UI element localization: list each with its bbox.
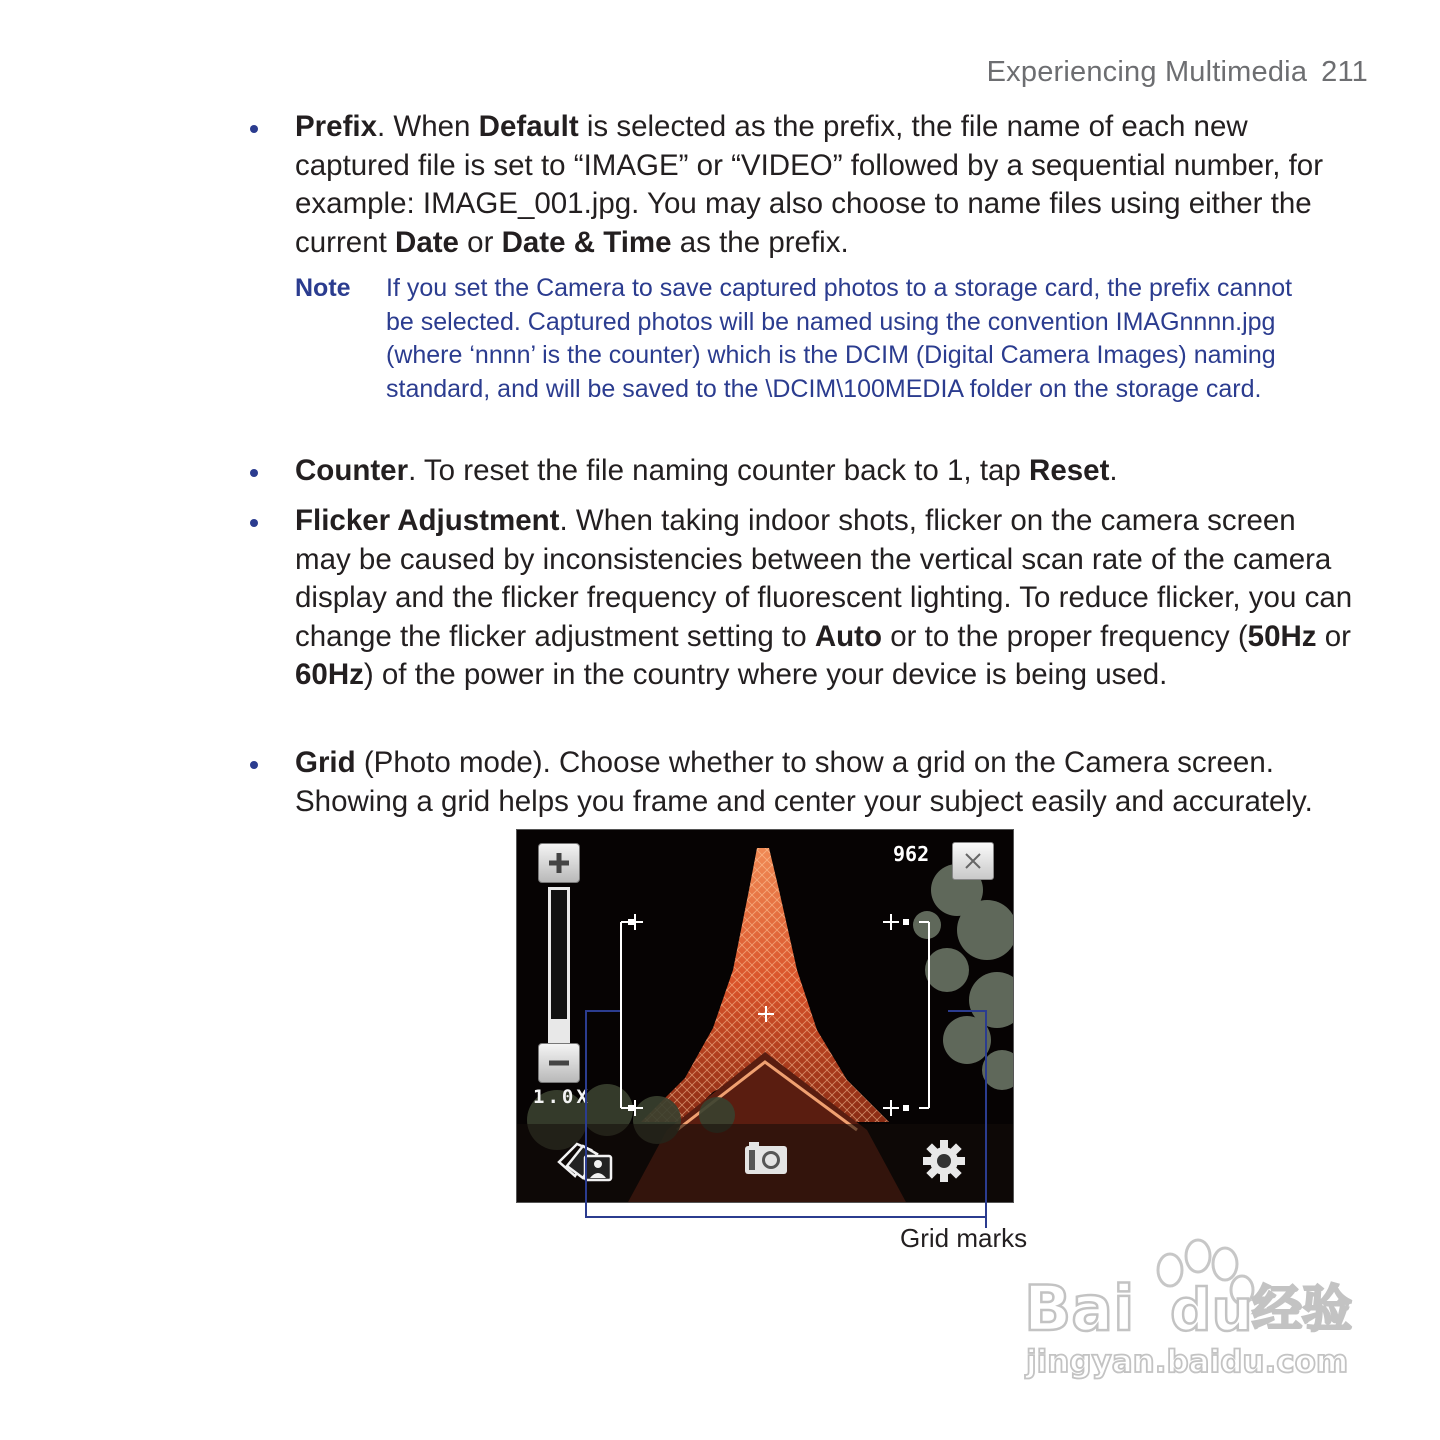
- text-run: (Photo mode). Choose whether to show a grid on the Camera screen. Showing a grid helps you frame and center your subject easily and accurately.: [295, 746, 1313, 818]
- text-run: . To reset the file naming counter back to 1, tap: [408, 454, 1030, 487]
- bullet-icon: [250, 519, 258, 527]
- counter-text: [295, 452, 1355, 491]
- text-run: ) of the power in the country where your device is being used.: [363, 658, 1168, 691]
- zoom-in-button[interactable]: [538, 843, 580, 883]
- remaining-shots-count: 962: [893, 842, 930, 866]
- text-run: . When: [377, 110, 479, 143]
- bold-term: Grid: [295, 746, 356, 779]
- zoom-out-icon: [546, 1050, 572, 1076]
- bold-term: Prefix: [295, 110, 377, 143]
- camera-toolbar: [517, 1124, 1014, 1203]
- settings-icon[interactable]: [919, 1136, 969, 1186]
- text-run: or: [458, 225, 502, 259]
- bold-term: Default: [478, 110, 579, 143]
- text-run: as the prefix.: [671, 225, 849, 259]
- bold-term: Date: [395, 225, 459, 259]
- svg-text:Bai: Bai: [1024, 1272, 1135, 1345]
- text-run: or: [1316, 619, 1351, 653]
- bullet-icon: [250, 761, 258, 769]
- flicker-text: [295, 502, 1355, 695]
- bullet-icon: [250, 469, 258, 477]
- zoom-out-button[interactable]: [538, 1043, 580, 1083]
- close-button[interactable]: [952, 842, 994, 880]
- grid-marks-caption: Grid marks: [900, 1223, 1028, 1253]
- svg-text:经验: 经验: [1252, 1280, 1352, 1338]
- text-run: or to the proper frequency (: [882, 619, 1248, 653]
- bold-term: Date & Time: [501, 225, 672, 259]
- text-run: . When taking indoor shots, flicker on the camera screen may be caused by inconsistencies between the vertical scan rate of the camera display and the flicker frequency of fluorescent lighting. To reduce flicker, you can change the flicker adjustment setting to: [295, 504, 1353, 653]
- album-icon[interactable]: [555, 1136, 615, 1184]
- zoom-in-icon: [546, 850, 572, 876]
- page-header: [0, 56, 1368, 89]
- grid-text: [295, 744, 1355, 821]
- camera-screen-screenshot: [516, 829, 1014, 1203]
- prefix-text: [295, 108, 1355, 262]
- camera-icon[interactable]: [743, 1140, 789, 1176]
- bold-term: Counter: [295, 454, 409, 487]
- bold-term: Auto: [814, 619, 882, 653]
- note-label: Note: [295, 274, 351, 302]
- text-run: .: [1109, 454, 1118, 487]
- zoom-slider[interactable]: [548, 887, 570, 1045]
- baidu-watermark-logo: [1020, 1222, 1360, 1392]
- svg-text:du: du: [1170, 1276, 1253, 1344]
- text-run: is selected as the prefix, the file name of each new captured file is set to “IMAGE” or “VIDEO” followed by a sequential number, for example: IMAGE_001.jpg. You may also choose to name files using either the current: [295, 110, 1324, 259]
- note-text: If you set the Camera to save captured photos to a storage card, the prefix cannot be selected. Captured photos will be named using the convention IMAGnnnn.jpg (where ‘nnnn’ is the counter) which is the DCIM (Digital Camera Images) naming standard, and will be saved to the \DCIM\100MEDIA folder on the storage card.: [386, 274, 1293, 403]
- bold-term: Flicker Adjustment: [295, 504, 560, 537]
- bold-term: 60Hz: [295, 658, 364, 691]
- page-number: 211: [1321, 56, 1368, 88]
- bold-term: Reset: [1029, 454, 1110, 487]
- zoom-level: 1.0X: [533, 1086, 591, 1108]
- svg-text:jingyan.baidu.com: jingyan.baidu.com: [1026, 1344, 1349, 1380]
- bullet-icon: [250, 125, 258, 133]
- bold-term: 50Hz: [1247, 619, 1317, 653]
- close-icon: [963, 851, 983, 871]
- zoom-slider-fill: [551, 1019, 567, 1042]
- section-title: Experiencing Multimedia: [986, 56, 1308, 88]
